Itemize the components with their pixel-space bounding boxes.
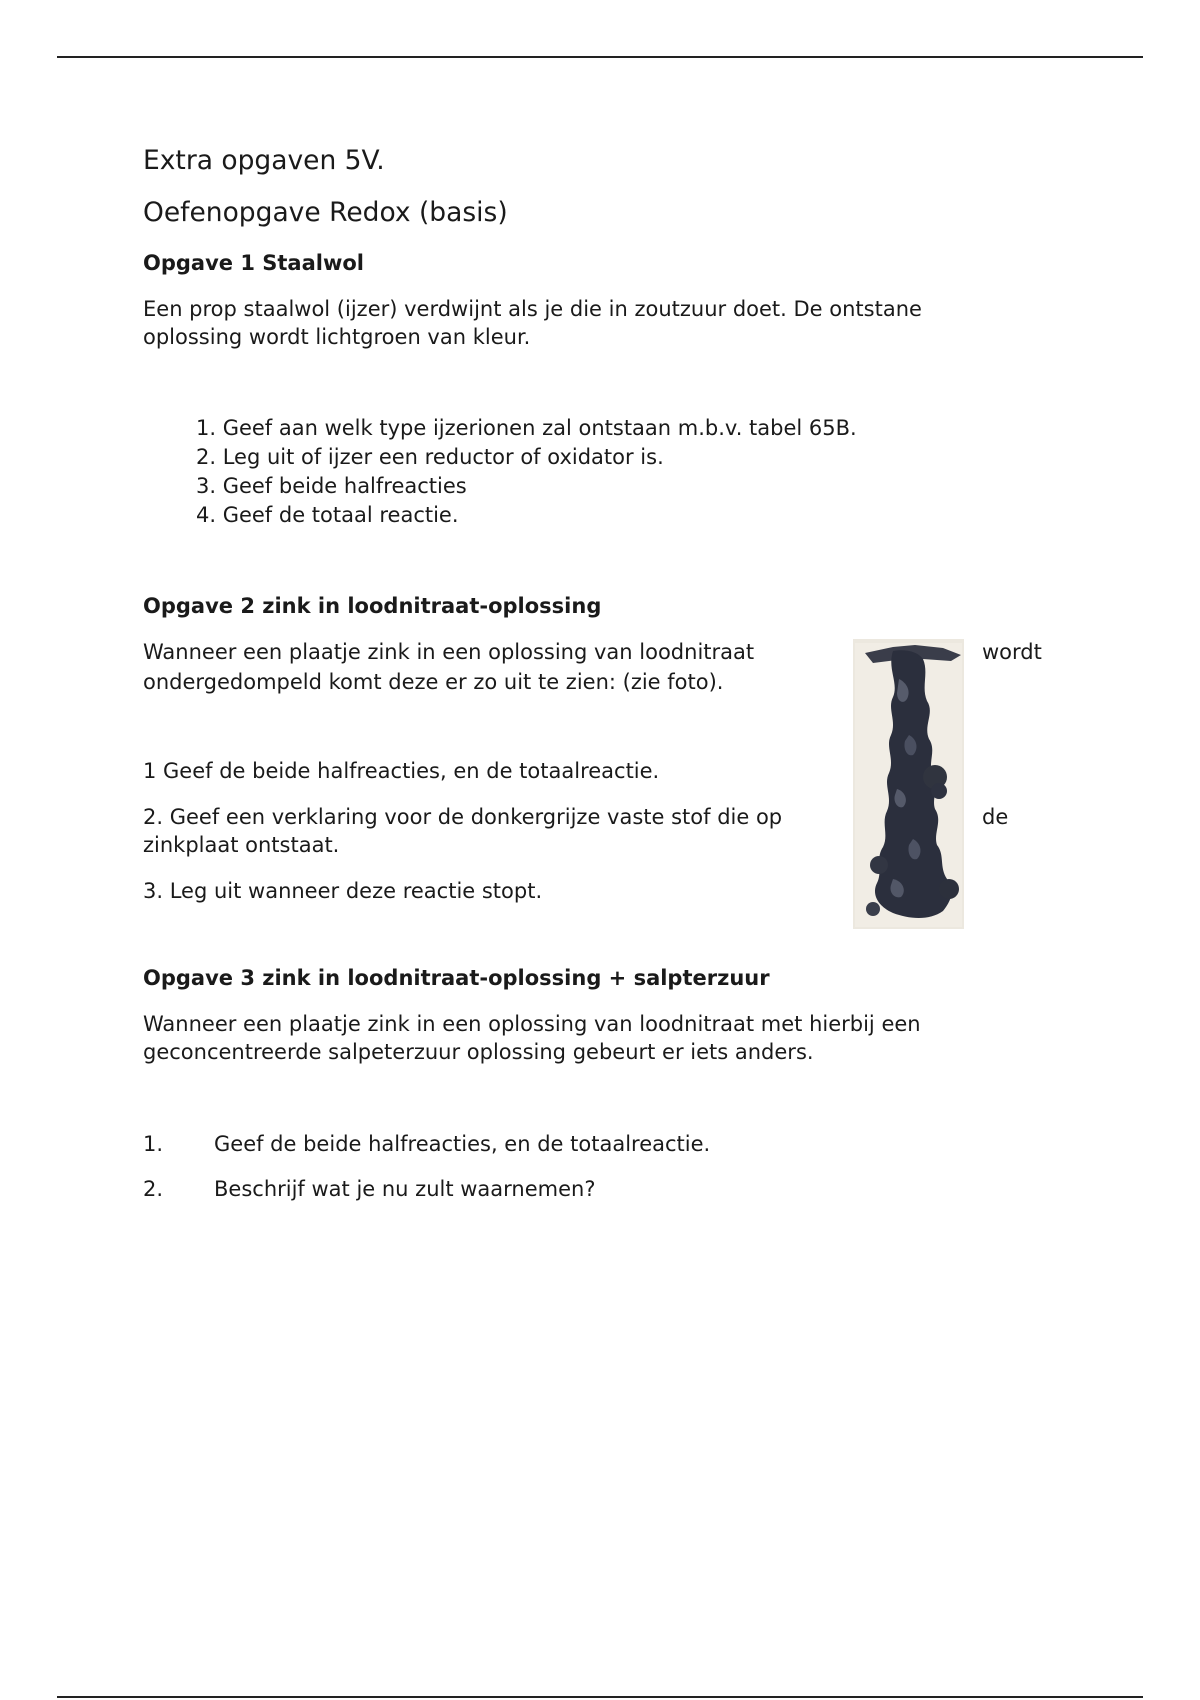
- list-item-text: Geef beide halfreacties: [222, 474, 467, 498]
- list-item: [195, 501, 857, 530]
- opgave2-intro-line1-end: wordt: [982, 640, 1042, 664]
- opgave3-question-1-number: 1.: [143, 1132, 164, 1156]
- list-number: 3.: [195, 474, 216, 498]
- opgave3-question-1-text: Geef de beide halfreacties, en de totaalreactie.: [214, 1132, 711, 1156]
- opgave3-intro-line2: geconcentreerde salpeterzuur oplossing gebeurt er iets anders.: [143, 1040, 814, 1064]
- opgave2-intro-line1: Wanneer een plaatje zink in een oplossing van loodnitraat: [143, 640, 755, 664]
- opgave3-question-2-number: 2.: [143, 1177, 164, 1201]
- bottom-rule: [57, 1696, 1143, 1698]
- opgave3-intro-line1: Wanneer een plaatje zink in een oplossing van loodnitraat met hierbij een: [143, 1012, 921, 1036]
- opgave2-question-2-line1-end: de: [982, 805, 1009, 829]
- list-item: [195, 414, 857, 443]
- opgave2-question-1: 1 Geef de beide halfreacties, en de totaalreactie.: [143, 759, 660, 783]
- opgave2-heading: Opgave 2 zink in loodnitraat-oplossing: [143, 594, 602, 618]
- opgave2-intro-line2: ondergedompeld komt deze er zo uit te zien: (zie foto).: [143, 670, 724, 694]
- opgave3-heading: Opgave 3 zink in loodnitraat-oplossing + salpterzuur: [143, 966, 770, 990]
- list-number: 2.: [195, 445, 216, 469]
- list-number: 4.: [195, 503, 216, 527]
- opgave1-intro-line1: Een prop staalwol (ijzer) verdwijnt als je die in zoutzuur doet. De ontstane: [143, 297, 922, 321]
- opgave1-question-list: [195, 414, 857, 530]
- opgave2-question-2-line2: zinkplaat ontstaat.: [143, 833, 340, 857]
- opgave2-question-2-line1: 2. Geef een verklaring voor de donkergrijze vaste stof die op: [143, 805, 783, 829]
- document-title: Extra opgaven 5V.: [143, 145, 385, 176]
- document-subtitle: Oefenopgave Redox (basis): [143, 197, 508, 228]
- list-number: 1.: [195, 416, 216, 440]
- list-item: [195, 443, 857, 472]
- zinc-plate-photo-icon: [853, 639, 964, 929]
- opgave3-question-2-text: Beschrijf wat je nu zult waarnemen?: [214, 1177, 596, 1201]
- opgave1-heading: Opgave 1 Staalwol: [143, 251, 364, 275]
- opgave1-intro-line2: oplossing wordt lichtgroen van kleur.: [143, 325, 531, 349]
- list-item: [195, 472, 857, 501]
- list-item-text: Geef de totaal reactie.: [222, 503, 459, 527]
- top-rule: [57, 56, 1143, 58]
- opgave2-question-3: 3. Leg uit wanneer deze reactie stopt.: [143, 879, 543, 903]
- list-item-text: Geef aan welk type ijzerionen zal ontstaan m.b.v. tabel 65B.: [222, 416, 857, 440]
- list-item-text: Leg uit of ijzer een reductor of oxidator is.: [222, 445, 664, 469]
